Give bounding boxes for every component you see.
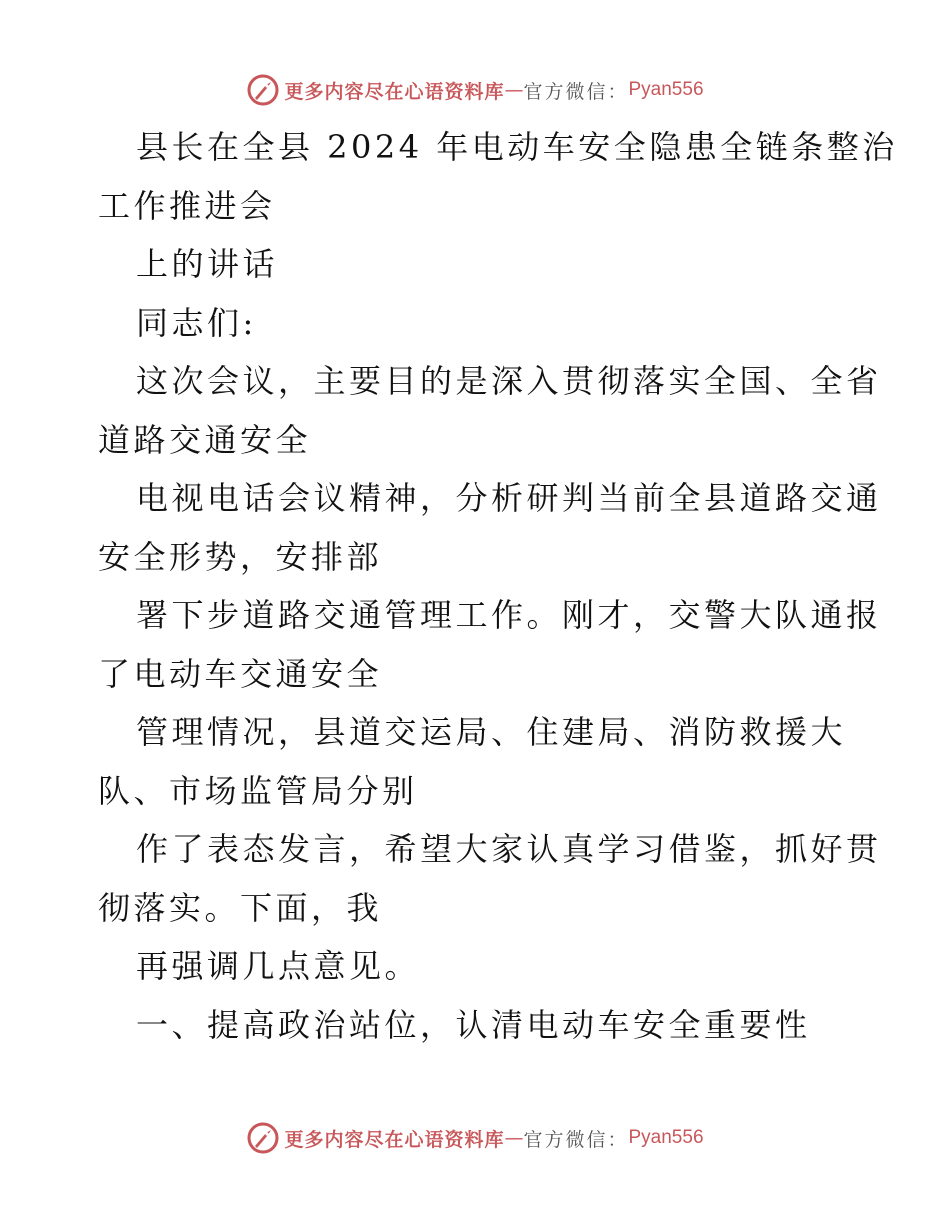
header-watermark <box>0 70 950 110</box>
watermark-dash: — <box>504 79 524 101</box>
pen-nib-circle-icon <box>246 73 280 107</box>
watermark-label: 官方微信： <box>523 1128 629 1151</box>
watermark-id: Pyan556 <box>628 79 704 100</box>
doc-line: 一、提高政治站位，认清电动车安全重要性 <box>136 1005 811 1044</box>
doc-line: 再强调几点意见。 <box>136 947 421 985</box>
doc-line: 电视电话会议精神，分析研判当前全县道路交通 <box>136 479 882 517</box>
doc-line: 这次会议，主要目的是深入贯彻落实全国、全省 <box>136 362 882 400</box>
doc-line: 上的讲话 <box>136 245 279 283</box>
footer-watermark <box>0 1118 950 1158</box>
doc-line: 彻落实。下面，我 <box>98 888 383 927</box>
watermark-dash: — <box>504 1127 524 1149</box>
doc-line: 同志们: <box>136 303 257 342</box>
document-body <box>98 118 898 1054</box>
doc-line: 署下步道路交通管理工作。刚才，交警大队通报 <box>136 596 882 634</box>
watermark-brand: 更多内容尽在心语资料库 <box>284 1128 505 1151</box>
doc-line: 了电动车交通安全 <box>98 654 383 693</box>
doc-line: 工作推进会 <box>98 186 276 225</box>
doc-line: 队、市场监管局分别 <box>98 771 418 810</box>
watermark-label: 官方微信： <box>523 80 629 103</box>
doc-line: 作了表态发言，希望大家认真学习借鉴，抓好贯 <box>136 830 882 868</box>
watermark-id: Pyan556 <box>628 1127 704 1148</box>
pen-nib-circle-icon <box>246 1121 280 1155</box>
watermark-brand: 更多内容尽在心语资料库 <box>284 80 505 103</box>
doc-line: 管理情况，县道交运局、住建局、消防救援大 <box>136 713 847 751</box>
doc-line: 县长在全县 2024 年电动车安全隐患全链条整治 <box>136 128 898 166</box>
doc-line: 安全形势，安排部 <box>98 537 383 576</box>
doc-line: 道路交通安全 <box>98 420 312 459</box>
